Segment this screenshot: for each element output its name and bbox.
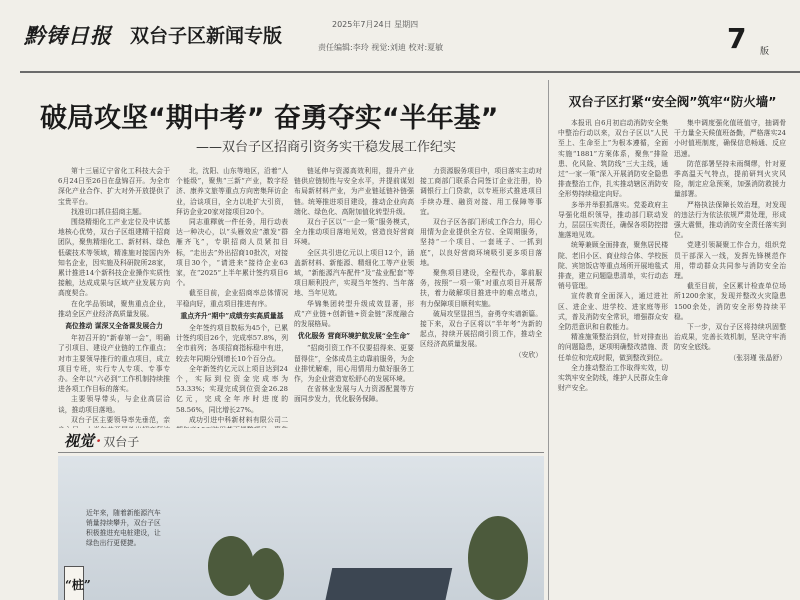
paragraph: 在化学品领域，聚焦重点企业，推动全区产业经济高质量发展。 (58, 299, 170, 318)
photo-divider (58, 452, 544, 453)
paragraph: 全年新签约亿元以上项目达到24个，实际到位资金完成率为53.33%；实现完成到位资金26.28亿元，完成全年序时进度的58.56%，同比增长27%。 (176, 364, 288, 414)
masthead (0, 0, 800, 72)
section-subheading: 优化服务 营商环境护航发展“全生命” (297, 332, 411, 341)
editor-credits: 责任编辑:李玲 视觉:刘迪 校对:夏敏 (318, 43, 444, 52)
page-number-suffix: 版 (760, 47, 770, 57)
issue-date: 2025年7月24日 星期四 (332, 20, 419, 29)
photo-tree (248, 548, 284, 600)
paragraph: 全区共引进亿元以上项目12个，涵盖新材料、新能源、精细化工等产业领域，“新能源汽车配件”及“盐业配套”等项目顺利投产，实现当年签约、当年落地、当年见效。 (294, 248, 414, 298)
sidebar-column-2 (674, 118, 786, 600)
photo-side-label (64, 566, 91, 600)
paragraph: 在省林业发展与人力资源配置等方面同步发力，优化服务保障。 (294, 385, 414, 404)
paragraph: 双台子区主要领导率先垂范，亲 (71, 415, 170, 424)
article-column-1 (58, 166, 170, 428)
paragraph: 截至目前，全区累计检查单位场所1200余家，发现并整改火灾隐患1500余处，消防安全形势持续平稳。 (674, 282, 786, 321)
paragraph: 精准施策整治到位，针对排查出的问题隐患，逐项明确整改措施、责任单位和完成时限，做到整改到位。 (558, 333, 668, 362)
photo-section-title-sub: 双台子 (103, 435, 140, 449)
sidebar-column-1 (558, 118, 668, 600)
paragraph: 第十三届辽宁省化工科技大会于6月24日至26日在盘锦召开。为全市深化产业合作、扩大对外开放提供了宝贵平台。 (58, 167, 170, 206)
paragraph: 本报讯 自6月初启动消防安全集中整治行动以来，双台子区以“人民至上、生命至上”为根本遵循，全面实施“1881”方案体系，聚焦“排险患、化风险、筑防线”三大主线，通过“一家一策”深入开展消防安全隐患排查整治工作，扎实推动辖区消防安全形势持续稳定向好。 (558, 119, 668, 199)
paragraph: 严格执法保障长效治理，对发现的违法行为依法依规严肃处理，形成强大震慑，推动消防安全责任落实到位。 (674, 200, 786, 240)
paragraph: 多举并举狠抓落实。党委政府主导强化组织领导，推动部门联动发力，层层压实责任，确保各项防控措施落地见效。 (558, 200, 668, 240)
paragraph: 主要领导带头，与企业高层洽谈，推动项目落地。 (58, 395, 170, 414)
paragraph: 找准切口抓住招商主题。 (71, 207, 146, 216)
article-byline: （安欣） (514, 350, 542, 359)
paragraph: 年初召开的“新春第一会”，明确了引项目、建设产业链的工作重点；对市主要领导推行的重点项目，成立项目专班，实行专人专项、专事专办。全年以“六必到”工作机制持续推进各项工作目标的落实。 (58, 334, 170, 394)
page-number: 7 (727, 22, 747, 55)
paragraph: 截至目前，企业招商率总体情况平稳向好，重点项目推进有序。 (176, 289, 288, 308)
paragraph: 统筹兼顾全面排查，聚焦居民楼院、老旧小区、商业综合体、学校医院、宾馆饭店等重点场所开展地毯式排查，建立问题隐患清单，实行动态销号管理。 (558, 241, 668, 291)
paragraph: 集中调度强化值班值守，抽调骨干力量全天候值班备勤，严格落实24小时值班制度，确保信息畅通、反应迅速。 (674, 119, 786, 158)
photo-tree (208, 536, 254, 596)
paragraph: 链延伸与资源高效利用，提升产业链供应链韧性与安全水平，并提前谋划布局新材料产业，为产业链延链补链强链。统筹推进项目建设，推动企业向高端化、绿色化、高附加值化转型升级。 (294, 167, 414, 216)
paragraph: 双台子区以“一企一策”服务模式，全力推动项目落地见效，营造良好营商环境。 (294, 218, 414, 247)
paragraph: 围绕精细化工产业定位及中试基地核心优势，双台子区组建精干招商团队，聚焦精细化工、新材料、绿色低碳技术等领域，精准施对接国内外知名企业，因实施及科研院所28家，累计推进14个新科技企业操作实质性接触，达成成果与区域产业发展方向高度契合。 (58, 218, 170, 298)
photo-caption: 近年来，随着新能源汽车销量持续攀升，双台子区积极推进充电桩建设，让绿色出行更便捷。 (86, 509, 161, 547)
article-column-4 (420, 166, 542, 428)
paragraph: 全力推动整治工作取得实效，切实筑牢安全防线，维护人民群众生命财产安全。 (558, 363, 668, 393)
paragraph: 力资源服务项目中，项目落实主动对接工商部门联系合同签订企业注册，协调银行上门贷款，以专班形式推进项目手续办理、融资对接、用工保障等事宜。 (420, 167, 542, 216)
masthead-divider (20, 71, 800, 73)
column-divider (548, 80, 549, 600)
photo-building-roof (324, 568, 453, 600)
paragraph: 同志重釋就一件任务，用行动表达一种决心，以“头雁效应”激发“群雁齐飞”，专职招商人员紧扣目标，“走出去”外出招商10批次，对接项目30个，“请进来”接待企业63家，在“2025”上半年累计签约项目6个。 (176, 218, 288, 288)
paragraph: “招商引资工作不仅要招得来、更要留得住”，全体成员主动靠前服务，为企业排忧解难，用心用情用力做好服务工作，为企业营造宽松舒心的发展环境。 (294, 344, 414, 384)
section-subheading: 高位推动 谋深又全备课发展合力 (65, 322, 163, 331)
title-separator-dot: · (96, 432, 102, 450)
article-subtitle: ——双台子区招商引资务实干稳发展工作纪实 (196, 140, 457, 155)
sidebar-byline: （张羽瑾 张晶舒） (729, 353, 786, 362)
paragraph: 全年签约项目数标为45个，已累计签约项目26个，完成率57.8%，列全市前列；各项招商指标稳中有进，较去年同期分别增长10个百分点。 (176, 324, 288, 363)
sidebar-headline: 双台子区打紧“安全阀”筑牢“防火墙” (568, 94, 777, 109)
paragraph: 宣传教育全面深入，通过进社区、进企业、进学校、进家庭等形式，普及消防安全常识，增强群众安全防范意识和自救能力。 (558, 292, 668, 332)
paragraph: 双台子区各部门形成工作合力，用心用情为企业提供全方位、全周期服务，坚持“一个项目、一套班子、一抓到底”，以良好营商环境吸引更多项目落地。 (420, 218, 542, 267)
newspaper-logo: 黔铸日报 (24, 23, 112, 48)
photo-side-label-text: “桩” (65, 578, 91, 592)
article-column-3 (294, 166, 414, 428)
edition-title: 双台子区新闻专版 (130, 25, 283, 47)
photo-tree (468, 516, 528, 600)
photo-section-title-main: 视觉 (64, 432, 95, 450)
paragraph: 防范部署坚持未雨绸缪，针对夏季高温天气特点，提前研判火灾风险，制定应急预案，加强消防救援力量部署。 (674, 159, 786, 199)
photo-section-title (64, 430, 139, 451)
paragraph: 破局攻坚显担当，奋勇夺实谱新篇。接下来，双台子区将以“半年考”为新的起点，持续开展招商引资工作，推动全区经济高质量发展。 (420, 309, 542, 349)
paragraph: 党建引领凝聚工作合力，组织党员干部深入一线，发挥先锋模范作用，带动群众共同参与消防安全治理。 (674, 241, 786, 281)
section-subheading: 重点齐升“期中”成绩夯实高质量基 (180, 311, 284, 320)
article-headline: 破局攻坚“期中考” 奋勇夺实“半年基” (40, 103, 499, 134)
paragraph: 北，沈阳、山东等地区，沿着“人个能级”，聚焦“三新”产业，数字经济、康养文旅等重点方向密集拜访企业，洽谈项目，全力以赴扩大引资，拜访企业20家对接项目20个。 (176, 167, 288, 216)
paragraph: 下一步，双台子区将持续巩固整治成果，完善长效机制，坚决守牢消防安全底线。 (674, 323, 786, 352)
paragraph: 成功引进中科新材料有限公司二 (189, 415, 288, 424)
paragraph: 聚焦项目建设，全程代办，靠前服务，按照“一项一策”对重点项目开展帮扶，着力破解项目推进中的难点堵点，有力保障项目顺利实施。 (420, 269, 542, 308)
paragraph: 华锦集团转型升级成效显著，形成“产业链+创新链+资金链”深度融合的发展格局。 (294, 299, 414, 329)
article-column-2 (176, 166, 288, 428)
